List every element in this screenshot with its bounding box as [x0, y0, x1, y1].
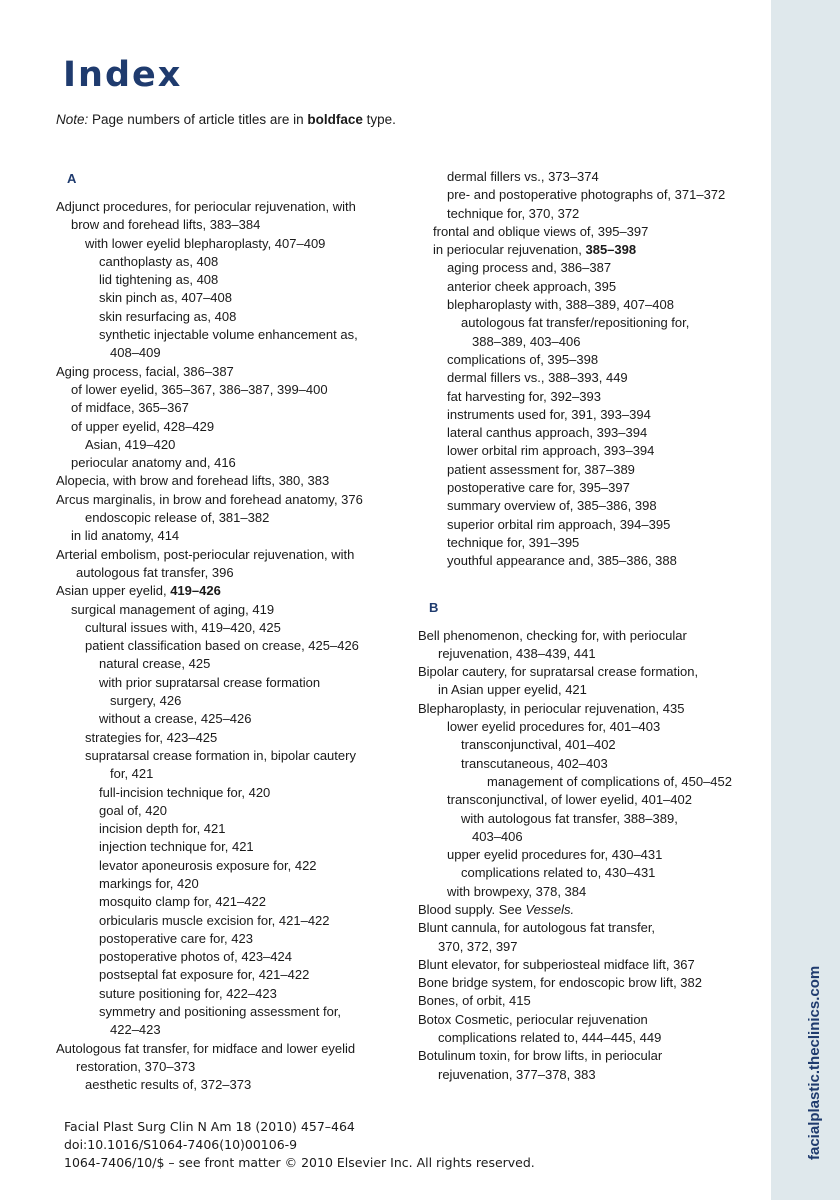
- index-entry-text: blepharoplasty with, 388–389, 407–408: [447, 297, 674, 313]
- index-entry: [418, 883, 763, 901]
- index-entry-text: technique for, 370, 372: [447, 205, 580, 221]
- index-entry: [418, 645, 763, 663]
- index-entry-text: symmetry and positioning assessment for,: [99, 1004, 342, 1020]
- index-entry-text: skin pinch as, 407–408: [99, 290, 232, 306]
- index-column-left: [56, 168, 401, 1095]
- index-entry-text: patient classification based on crease, 425–426: [85, 638, 359, 654]
- index-entry-text: transcutaneous, 402–403: [461, 755, 608, 771]
- index-entry: [418, 992, 763, 1010]
- index-entry: [418, 534, 763, 552]
- index-entry-text: 408–409: [110, 345, 161, 361]
- index-entry: [418, 296, 763, 314]
- index-entry-text: postoperative care for, 423: [99, 930, 253, 946]
- index-entry: [418, 516, 763, 534]
- index-entry: [56, 838, 401, 856]
- index-entry: [56, 710, 401, 728]
- index-entry-text: pre- and postoperative photographs of, 371–372: [447, 187, 726, 203]
- index-entry: [418, 901, 763, 919]
- index-entry-text: in lid anatomy, 414: [71, 528, 180, 544]
- index-entry-text: skin resurfacing as, 408: [99, 308, 237, 324]
- index-entry-text: anterior cheek approach, 395: [447, 278, 617, 294]
- index-entry: [56, 381, 401, 399]
- index-entry-text: Blood supply. See: [418, 901, 526, 917]
- index-entry: [56, 820, 401, 838]
- index-entry: [418, 938, 763, 956]
- index-entry: [418, 956, 763, 974]
- index-entry: [56, 1076, 401, 1094]
- index-entry: [418, 1047, 763, 1065]
- index-entry: [418, 1011, 763, 1029]
- index-entry-text: autologous fat transfer/repositioning for,: [461, 315, 690, 331]
- index-entry-text: patient assessment for, 387–389: [447, 461, 635, 477]
- index-entry: [56, 235, 401, 253]
- index-list-a-right: [418, 168, 763, 571]
- index-entry-text: surgery, 426: [110, 693, 182, 709]
- index-entry-text: suture positioning for, 422–423: [99, 985, 277, 1001]
- index-entry-text: Bell phenomenon, checking for, with periocular: [418, 627, 687, 643]
- index-entry: [56, 472, 401, 490]
- footer-doi: doi:10.1016/S1064-7406(10)00106-9: [64, 1137, 298, 1152]
- index-entry-text: with lower eyelid blepharoplasty, 407–409: [85, 235, 326, 251]
- index-entry: [418, 406, 763, 424]
- page-footer: [64, 1118, 535, 1172]
- index-entry: [56, 509, 401, 527]
- note-text-after: type.: [362, 112, 396, 127]
- index-entry-text: dermal fillers vs., 373–374: [447, 169, 599, 184]
- index-entry: [418, 864, 763, 882]
- index-entry: [56, 1058, 401, 1076]
- index-entry: [418, 388, 763, 406]
- index-entry: [56, 784, 401, 802]
- index-entry-text: mosquito clamp for, 421–422: [99, 894, 266, 910]
- index-entry: [418, 552, 763, 570]
- index-entry-text: postoperative photos of, 423–424: [99, 949, 292, 965]
- index-entry: [56, 765, 401, 783]
- index-entry-text: Asian upper eyelid,: [56, 583, 171, 599]
- index-entry: [56, 655, 401, 673]
- index-entry-text: natural crease, 425: [99, 656, 211, 672]
- index-entry-text: canthoplasty as, 408: [99, 253, 219, 269]
- section-letter-b: B: [429, 599, 439, 615]
- index-entry-text: Arterial embolism, post-periocular rejuvenation, with: [56, 546, 355, 562]
- index-entry: [56, 582, 401, 600]
- index-entry: [56, 564, 401, 582]
- index-entry-text: dermal fillers vs., 388–393, 449: [447, 370, 628, 386]
- index-entry-text: fat harvesting for, 392–393: [447, 388, 601, 404]
- index-entry: [418, 278, 763, 296]
- index-entry-text: endoscopic release of, 381–382: [85, 510, 270, 526]
- index-entry: [56, 289, 401, 307]
- index-entry-text: brow and forehead lifts, 383–384: [71, 217, 261, 233]
- index-entry-text: strategies for, 423–425: [85, 729, 218, 745]
- index-entry-text: Bones, of orbit, 415: [418, 993, 531, 1009]
- index-entry: [418, 736, 763, 754]
- index-entry: [418, 791, 763, 809]
- index-entry-text: supratarsal crease formation in, bipolar cautery: [85, 747, 356, 763]
- index-column-right: [418, 168, 763, 1084]
- index-entry-text: markings for, 420: [99, 875, 199, 891]
- index-entry-text: lid tightening as, 408: [99, 272, 219, 288]
- index-entry: [56, 418, 401, 436]
- page-title: Index: [63, 55, 183, 95]
- index-entry: [56, 966, 401, 984]
- index-entry: [418, 168, 763, 186]
- note-text-before: Page numbers of article titles are in: [88, 112, 308, 127]
- index-entry-text: lower eyelid procedures for, 401–403: [447, 719, 661, 735]
- index-entry: [56, 454, 401, 472]
- index-entry: [56, 253, 401, 271]
- index-entry: [418, 442, 763, 460]
- index-entry: [56, 857, 401, 875]
- index-entry-text: 403–406: [472, 828, 523, 844]
- index-entry: [418, 369, 763, 387]
- index-entry-text: Autologous fat transfer, for midface and lower eyelid: [56, 1040, 356, 1056]
- index-entry: [418, 351, 763, 369]
- index-entry: [56, 1040, 401, 1058]
- index-entry: [56, 747, 401, 765]
- index-entry-text: Asian, 419–420: [85, 436, 176, 452]
- index-entry-text: rejuvenation, 438–439, 441: [438, 645, 596, 661]
- index-entry-text: complications of, 395–398: [447, 351, 599, 367]
- index-entry-text: complications related to, 430–431: [461, 865, 656, 881]
- index-entry-text: synthetic injectable volume enhancement as,: [99, 327, 358, 343]
- section-letter-a: A: [67, 171, 77, 186]
- index-entry-crossref[interactable]: Vessels.: [525, 901, 575, 917]
- index-entry-text: with autologous fat transfer, 388–389,: [461, 810, 678, 826]
- index-entry-text: Aging process, facial, 386–387: [56, 363, 234, 379]
- index-entry: [418, 223, 763, 241]
- index-entry-text: postoperative care for, 395–397: [447, 480, 630, 496]
- index-entry: [418, 828, 763, 846]
- index-note: [56, 112, 396, 127]
- index-entry-text: frontal and oblique views of, 395–397: [433, 223, 649, 239]
- index-entry-text: Arcus marginalis, in brow and forehead anatomy, 376: [56, 491, 363, 507]
- index-entry: [56, 399, 401, 417]
- index-entry: [56, 912, 401, 930]
- index-entry-text: Adjunct procedures, for periocular rejuvenation, with: [56, 199, 356, 214]
- index-entry: [418, 424, 763, 442]
- index-entry: [418, 718, 763, 736]
- index-entry-text: in periocular rejuvenation,: [433, 242, 586, 258]
- footer-copyright: 1064-7406/10/$ – see front matter © 2010 Elsevier Inc. All rights reserved.: [64, 1155, 535, 1170]
- index-entry-text: transconjunctival, 401–402: [461, 737, 616, 753]
- index-entry: [56, 802, 401, 820]
- index-entry-text: autologous fat transfer, 396: [76, 564, 234, 580]
- index-entry: [418, 1066, 763, 1084]
- index-entry: [418, 259, 763, 277]
- index-entry-text: surgical management of aging, 419: [71, 601, 275, 617]
- index-entry-text: summary overview of, 385–386, 398: [447, 498, 657, 514]
- index-entry: [418, 974, 763, 992]
- index-entry: [56, 436, 401, 454]
- index-list-a-left: [56, 198, 401, 1095]
- index-entry: [418, 497, 763, 515]
- index-entry: [56, 619, 401, 637]
- index-entry: [56, 930, 401, 948]
- index-entry: [56, 216, 401, 234]
- index-entry-text: for, 421: [110, 766, 154, 782]
- index-entry: [56, 601, 401, 619]
- index-entry-text: lateral canthus approach, 393–394: [447, 425, 648, 441]
- index-entry: [418, 333, 763, 351]
- index-entry-text: rejuvenation, 377–378, 383: [438, 1066, 596, 1082]
- index-entry-pages-bold: 419–426: [170, 583, 221, 599]
- index-entry-text: orbicularis muscle excision for, 421–422: [99, 912, 330, 928]
- index-entry-text: aesthetic results of, 372–373: [85, 1077, 252, 1093]
- index-entry-text: Botulinum toxin, for brow lifts, in periocular: [418, 1048, 663, 1064]
- journal-url[interactable]: facialplastic.theclinics.com: [806, 965, 823, 1160]
- index-entry-text: Blunt cannula, for autologous fat transfer,: [418, 920, 656, 936]
- index-entry-text: 422–423: [110, 1022, 161, 1038]
- index-entry-text: incision depth for, 421: [99, 821, 226, 837]
- index-entry: [418, 479, 763, 497]
- index-entry: [418, 700, 763, 718]
- index-entry-text: complications related to, 444–445, 449: [438, 1030, 662, 1046]
- index-entry: [418, 1029, 763, 1047]
- index-entry: [56, 1003, 401, 1021]
- index-entry: [56, 546, 401, 564]
- index-entry: [56, 674, 401, 692]
- index-entry: [56, 363, 401, 381]
- index-entry-pages-bold: 385–398: [585, 242, 637, 258]
- note-label: Note:: [56, 112, 89, 127]
- index-entry-text: Alopecia, with brow and forehead lifts, 380, 383: [56, 473, 330, 489]
- index-entry-text: superior orbital rim approach, 394–395: [447, 516, 671, 532]
- index-entry: [56, 948, 401, 966]
- index-entry: [418, 773, 763, 791]
- index-entry-text: lower orbital rim approach, 393–394: [447, 443, 655, 459]
- index-entry-text: without a crease, 425–426: [99, 711, 252, 727]
- index-entry-text: transconjunctival, of lower eyelid, 401–402: [447, 792, 692, 808]
- index-entry: [418, 461, 763, 479]
- index-entry-text: 388–389, 403–406: [472, 333, 581, 349]
- index-entry-text: of upper eyelid, 428–429: [71, 418, 215, 434]
- index-entry: [418, 810, 763, 828]
- index-entry-text: levator aponeurosis exposure for, 422: [99, 857, 317, 873]
- index-entry-text: Botox Cosmetic, periocular rejuvenation: [418, 1011, 648, 1027]
- index-entry-text: 370, 372, 397: [438, 938, 518, 954]
- index-entry: [418, 755, 763, 773]
- index-list-b: [418, 627, 763, 1084]
- index-entry: [56, 893, 401, 911]
- index-entry: [56, 308, 401, 326]
- index-entry: [418, 681, 763, 699]
- index-entry-text: Blepharoplasty, in periocular rejuvenation, 435: [418, 700, 685, 716]
- index-entry: [56, 729, 401, 747]
- note-bold-word: boldface: [307, 112, 363, 127]
- index-entry-text: injection technique for, 421: [99, 839, 254, 855]
- index-entry: [418, 205, 763, 223]
- index-entry-text: technique for, 391–395: [447, 534, 580, 550]
- index-entry: [56, 527, 401, 545]
- index-entry: [56, 271, 401, 289]
- index-entry: [418, 846, 763, 864]
- index-entry-text: of lower eyelid, 365–367, 386–387, 399–400: [71, 381, 328, 397]
- index-entry-text: goal of, 420: [99, 802, 167, 818]
- index-entry-text: with browpexy, 378, 384: [447, 883, 587, 899]
- index-entry-text: full-incision technique for, 420: [99, 784, 271, 800]
- index-entry: [418, 663, 763, 681]
- index-entry-text: with prior supratarsal crease formation: [99, 674, 321, 690]
- index-entry: [56, 491, 401, 509]
- index-entry-text: Bipolar cautery, for supratarsal crease formation,: [418, 664, 699, 680]
- index-entry: [56, 875, 401, 893]
- index-entry-text: restoration, 370–373: [76, 1058, 196, 1074]
- index-entry-text: Blunt elevator, for subperiosteal midface lift, 367: [418, 956, 695, 972]
- index-entry: [418, 627, 763, 645]
- index-entry-text: Bone bridge system, for endoscopic brow lift, 382: [418, 975, 702, 991]
- index-entry: [418, 241, 763, 259]
- index-entry-text: aging process and, 386–387: [447, 260, 612, 276]
- index-entry-text: youthful appearance and, 385–386, 388: [447, 553, 677, 569]
- index-entry: [418, 186, 763, 204]
- index-entry: [418, 314, 763, 332]
- index-entry-text: cultural issues with, 419–420, 425: [85, 619, 281, 635]
- index-entry: [56, 985, 401, 1003]
- index-entry: [56, 326, 401, 344]
- index-entry: [56, 344, 401, 362]
- index-entry-text: instruments used for, 391, 393–394: [447, 406, 651, 422]
- index-entry: [56, 637, 401, 655]
- index-entry-text: of midface, 365–367: [71, 400, 189, 416]
- footer-citation: Facial Plast Surg Clin N Am 18 (2010) 457–464: [64, 1119, 355, 1134]
- index-entry: [56, 198, 401, 216]
- index-entry-text: postseptal fat exposure for, 421–422: [99, 967, 310, 983]
- index-entry: [56, 1021, 401, 1039]
- index-entry-text: upper eyelid procedures for, 430–431: [447, 847, 663, 863]
- index-entry: [56, 692, 401, 710]
- index-entry-text: periocular anatomy and, 416: [71, 455, 236, 471]
- index-entry-text: in Asian upper eyelid, 421: [438, 682, 587, 698]
- index-entry: [418, 919, 763, 937]
- index-entry-text: management of complications of, 450–452: [487, 773, 732, 789]
